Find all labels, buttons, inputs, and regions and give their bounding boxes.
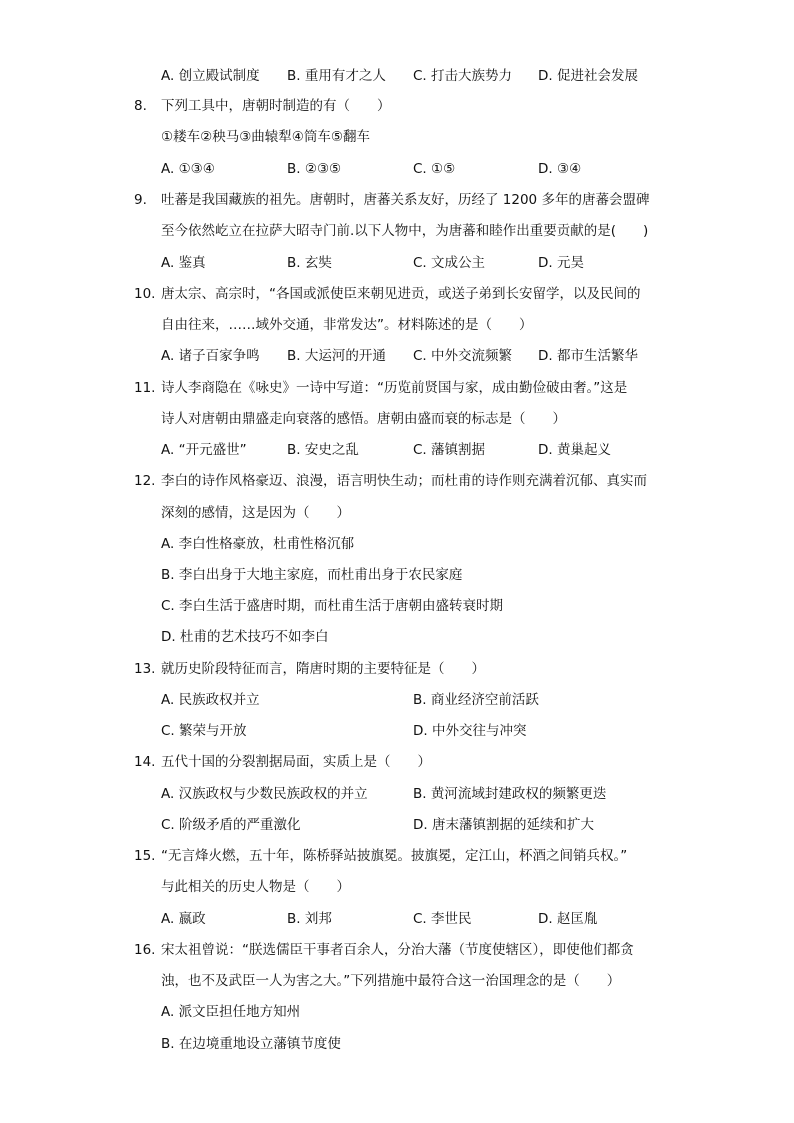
option-c: C. 阶级矛盾的严重激化 (161, 817, 301, 833)
option-b: B. 商业经济空前活跃 (413, 692, 539, 708)
question-stem: ①耧车②秧马③曲辕犁④筒车⑤翻车 (161, 129, 371, 145)
option-c: C. 文成公主 (413, 255, 486, 271)
question-stem: 吐蕃是我国藏族的祖先。唐朝时，唐蕃关系友好，历经了 1200 多年的唐蕃会盟碑 (161, 192, 650, 208)
option-a: A. 李白性格豪放，杜甫性格沉郁 (161, 536, 355, 552)
question-number: 11. (134, 380, 156, 396)
option-b: B. 刘邦 (287, 911, 332, 927)
option-d: D. 中外交往与冲突 (413, 723, 527, 739)
question-stem: 诗人对唐朝由鼎盛走向衰落的感悟。唐朝由盛而衰的标志是（ ） (161, 411, 566, 427)
option-b: B. 在边境重地设立藩镇节度使 (161, 1036, 341, 1052)
option-c: C. 李世民 (413, 911, 472, 927)
option-d: D. 黄巢起义 (538, 442, 611, 458)
option-b: B. 李白出身于大地主家庭，而杜甫出身于农民家庭 (161, 567, 463, 583)
option-d: D. ③④ (538, 161, 582, 177)
option-c: C. 繁荣与开放 (161, 723, 247, 739)
option-d: D. 唐末藩镇割据的延续和扩大 (413, 817, 594, 833)
option-a: A. 民族政权并立 (161, 692, 260, 708)
question-stem: 下列工具中，唐朝时制造的有（ ） (161, 98, 391, 114)
question-stem: 浊，也不及武臣一人为害之大。”下列措施中最符合这一治国理念的是（ ） (161, 973, 621, 989)
option-b: B. ②③⑤ (287, 161, 342, 177)
option-b: B. 黄河流域封建政权的频繁更迭 (413, 786, 607, 802)
option-b: B. 重用有才之人 (287, 68, 386, 84)
option-a: A. “开元盛世” (161, 442, 247, 458)
question-stem: 深刻的感情，这是因为（ ） (161, 505, 350, 521)
question-stem: 诗人李商隐在《咏史》一诗中写道：“历览前贤国与家，成由勤俭破由奢。”这是 (161, 380, 628, 396)
question-number: 10. (134, 286, 156, 302)
question-stem: 自由往来，……域外交通，非常发达”。材料陈述的是（ ） (161, 317, 533, 333)
option-a: A. 派文臣担任地方知州 (161, 1004, 301, 1020)
option-b: B. 玄奘 (287, 255, 332, 271)
question-number: 12. (134, 473, 156, 489)
question-number: 14. (134, 754, 156, 770)
question-stem: 至今依然屹立在拉萨大昭寺门前.以下人物中，为唐蕃和睦作出重要贡献的是( ) (161, 223, 649, 239)
option-c: C. 中外交流频繁 (413, 348, 513, 364)
question-number: 16. (134, 942, 156, 958)
option-c: C. 李白生活于盛唐时期，而杜甫生活于唐朝由盛转衰时期 (161, 598, 504, 614)
question-stem: 就历史阶段特征而言，隋唐时期的主要特征是（ ） (161, 661, 485, 677)
question-stem: 唐太宗、高宗时，“各国或派使臣来朝见进贡，或送子弟到长安留学，以及民间的 (161, 286, 641, 302)
option-d: D. 促进社会发展 (538, 68, 638, 84)
option-c: C. 打击大族势力 (413, 68, 513, 84)
option-a: A. 汉族政权与少数民族政权的并立 (161, 786, 368, 802)
option-c: C. 藩镇割据 (413, 442, 486, 458)
question-stem: 宋太祖曾说：“朕选儒臣干事者百余人，分治大藩（节度使辖区），即使他们都贪 (161, 942, 634, 958)
question-number: 9. (134, 192, 147, 208)
option-b: B. 安史之乱 (287, 442, 359, 458)
option-a: A. 嬴政 (161, 911, 206, 927)
option-a: A. ①③④ (161, 161, 215, 177)
option-b: B. 大运河的开通 (287, 348, 386, 364)
question-number: 13. (134, 661, 156, 677)
option-d: D. 杜甫的艺术技巧不如李白 (161, 629, 329, 645)
question-number: 15. (134, 848, 156, 864)
option-d: D. 赵匡胤 (538, 911, 598, 927)
option-d: D. 元昊 (538, 255, 584, 271)
option-a: A. 创立殿试制度 (161, 68, 260, 84)
question-number: 8. (134, 98, 147, 114)
option-a: A. 诸子百家争鸣 (161, 348, 260, 364)
question-stem: 与此相关的历史人物是（ ） (161, 879, 350, 895)
question-stem: 李白的诗作风格豪迈、浪漫，语言明快生动；而杜甫的诗作则充满着沉郁、真实而 (161, 473, 647, 489)
option-c: C. ①⑤ (413, 161, 456, 177)
question-stem: “无言烽火燃，五十年，陈桥驿站披旗冕。披旗冕，定江山，杯酒之间销兵权。” (161, 848, 628, 864)
question-stem: 五代十国的分裂割据局面，实质上是（ ） (161, 754, 431, 770)
option-a: A. 鉴真 (161, 255, 206, 271)
option-d: D. 都市生活繁华 (538, 348, 638, 364)
